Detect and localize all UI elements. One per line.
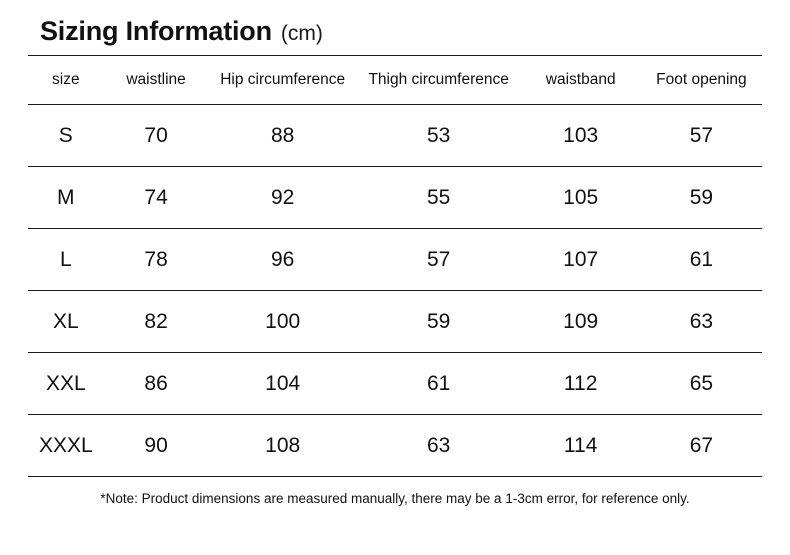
cell-foot-opening: 59 <box>641 167 762 229</box>
cell-hip-circumference: 108 <box>209 415 357 477</box>
cell-foot-opening: 61 <box>641 229 762 291</box>
cell-size: XXXL <box>28 415 104 477</box>
cell-foot-opening: 65 <box>641 353 762 415</box>
column-header-hip-circumference: Hip circumference <box>209 56 357 105</box>
cell-waistline: 70 <box>104 105 209 167</box>
column-header-waistline: waistline <box>104 56 209 105</box>
page-title-text: Sizing Information <box>40 16 272 46</box>
cell-hip-circumference: 92 <box>209 167 357 229</box>
table-row <box>28 229 762 291</box>
cell-waistband: 103 <box>520 105 640 167</box>
cell-waistline: 90 <box>104 415 209 477</box>
table-header-row <box>28 56 762 105</box>
cell-waistband: 107 <box>520 229 640 291</box>
cell-waistline: 74 <box>104 167 209 229</box>
cell-waistband: 109 <box>520 291 640 353</box>
cell-size: M <box>28 167 104 229</box>
table-row <box>28 167 762 229</box>
cell-thigh-circumference: 55 <box>357 167 521 229</box>
cell-size: XXL <box>28 353 104 415</box>
sizing-table <box>28 55 762 477</box>
cell-thigh-circumference: 63 <box>357 415 521 477</box>
table-row <box>28 353 762 415</box>
cell-hip-circumference: 96 <box>209 229 357 291</box>
cell-foot-opening: 57 <box>641 105 762 167</box>
column-header-size: size <box>28 56 104 105</box>
column-header-foot-opening: Foot opening <box>641 56 762 105</box>
cell-thigh-circumference: 53 <box>357 105 521 167</box>
cell-waistline: 82 <box>104 291 209 353</box>
cell-thigh-circumference: 57 <box>357 229 521 291</box>
cell-waistline: 78 <box>104 229 209 291</box>
cell-size: L <box>28 229 104 291</box>
cell-foot-opening: 63 <box>641 291 762 353</box>
table-row <box>28 105 762 167</box>
table-header <box>28 56 762 105</box>
cell-size: S <box>28 105 104 167</box>
cell-size: XL <box>28 291 104 353</box>
measurement-note: *Note: Product dimensions are measured manually, there may be a 1-3cm error, for reference only. <box>100 491 690 506</box>
table-body <box>28 105 762 477</box>
cell-hip-circumference: 104 <box>209 353 357 415</box>
cell-foot-opening: 67 <box>641 415 762 477</box>
column-header-waistband: waistband <box>520 56 640 105</box>
cell-hip-circumference: 88 <box>209 105 357 167</box>
page-title <box>28 0 762 55</box>
cell-thigh-circumference: 59 <box>357 291 521 353</box>
cell-waistband: 114 <box>520 415 640 477</box>
column-header-thigh-circumference: Thigh circumference <box>357 56 521 105</box>
cell-thigh-circumference: 61 <box>357 353 521 415</box>
cell-waistband: 112 <box>520 353 640 415</box>
table-row <box>28 291 762 353</box>
table-row <box>28 415 762 477</box>
page-title-unit: (cm) <box>280 22 323 45</box>
cell-hip-circumference: 100 <box>209 291 357 353</box>
cell-waistline: 86 <box>104 353 209 415</box>
cell-waistband: 105 <box>520 167 640 229</box>
